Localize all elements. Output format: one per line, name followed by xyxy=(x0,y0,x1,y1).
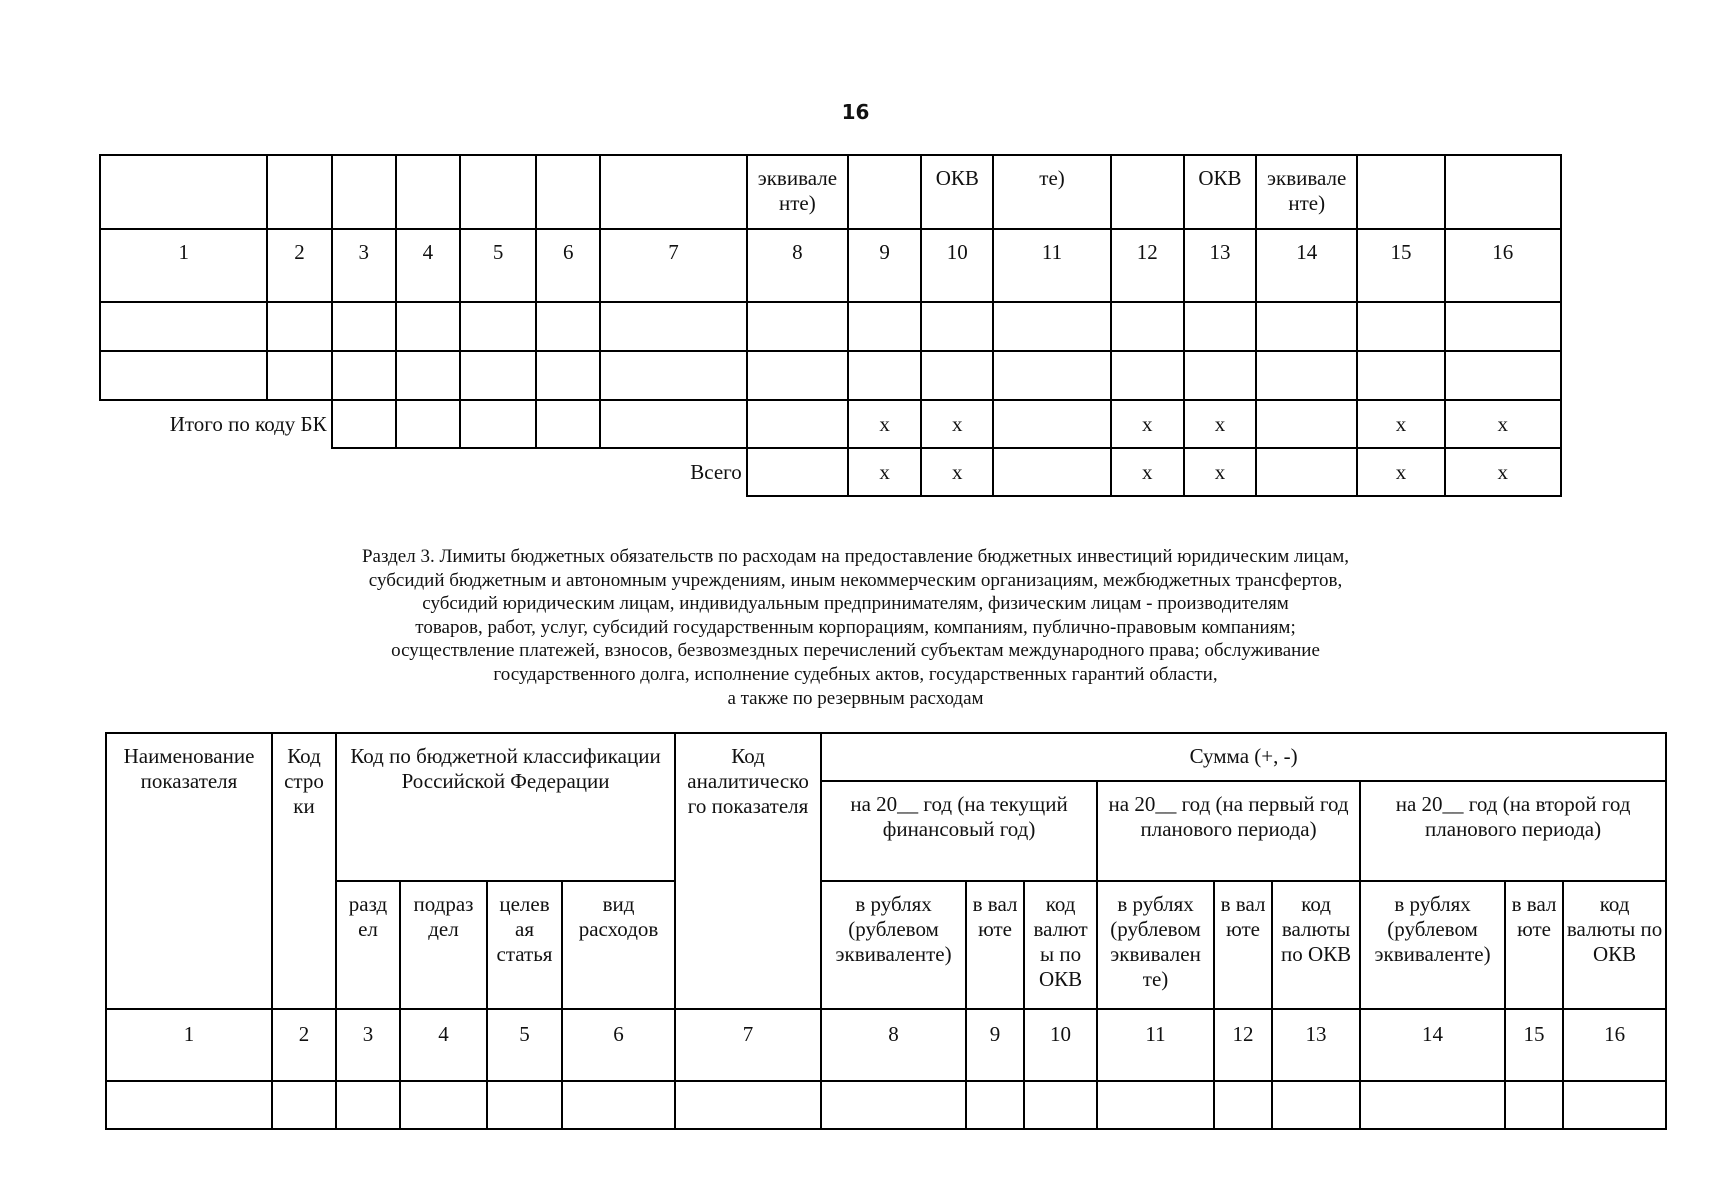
t1-col-num: 1 xyxy=(100,229,267,302)
vsego-label: Всего xyxy=(690,460,742,484)
itogo-cell xyxy=(332,400,396,448)
col-budget-class-header: Код по бюджетной классификации Российской Федерации xyxy=(336,733,675,881)
t1-h4 xyxy=(396,155,460,229)
sub-target-header: целев ая статья xyxy=(487,881,562,1009)
vsego-cell xyxy=(993,448,1110,496)
itogo-cell: x xyxy=(1111,400,1184,448)
vsego-cell xyxy=(747,448,848,496)
t1-h15 xyxy=(1357,155,1444,229)
t1-h1 xyxy=(100,155,267,229)
t2-col-num: 7 xyxy=(675,1009,821,1081)
itogo-cell xyxy=(600,400,746,448)
t1-col-num: 7 xyxy=(600,229,746,302)
t2-col-num: 15 xyxy=(1505,1009,1563,1081)
itogo-cell xyxy=(460,400,536,448)
heading-line: товаров, работ, услуг, субсидий государственным корпорациям, компаниям, публично-правовым компаниям; xyxy=(415,616,1296,638)
t1-col-num: 10 xyxy=(921,229,993,302)
t1-h3 xyxy=(332,155,396,229)
t1-col-num: 2 xyxy=(267,229,331,302)
page-number: 16 xyxy=(841,100,870,124)
cur-code-header: код валют ы по ОКВ xyxy=(1024,881,1097,1009)
t2-col-num: 5 xyxy=(487,1009,562,1081)
sub-vid-header: вид расходов xyxy=(562,881,675,1009)
t2-col-num: 12 xyxy=(1214,1009,1272,1081)
section3-table xyxy=(105,732,1667,1130)
t1-col-num: 8 xyxy=(747,229,848,302)
vsego-cell: x xyxy=(1357,448,1444,496)
t1-col-num: 12 xyxy=(1111,229,1184,302)
itogo-cell: x xyxy=(1357,400,1444,448)
t1-h6 xyxy=(536,155,600,229)
t2-col-num: 8 xyxy=(821,1009,966,1081)
col-analytic-header: Код аналитическо го показателя xyxy=(675,733,821,1009)
t1-h8: эквивале нте) xyxy=(747,155,848,229)
vsego-cell: x xyxy=(848,448,921,496)
t1-col-num: 11 xyxy=(993,229,1110,302)
second-val-header: в вал юте xyxy=(1505,881,1563,1009)
t1-itogo-row xyxy=(100,400,1561,448)
t1-h9 xyxy=(848,155,921,229)
second-rub-header: в рублях (рублевом эквиваленте) xyxy=(1360,881,1505,1009)
t1-header-row xyxy=(100,155,1561,229)
heading-line: субсидий бюджетным и автономным учреждениям, иным некоммерческим организациям, межбюджетных трансфертов, xyxy=(368,569,1343,591)
first-rub-header: в рублях (рублевом эквивален те) xyxy=(1097,881,1214,1009)
year-first-header: на 20__ год (на первый год планового периода) xyxy=(1097,781,1360,881)
col-sum-header: Сумма (+, -) xyxy=(821,733,1666,781)
t1-vsego-row xyxy=(100,448,1561,496)
t2-col-num: 13 xyxy=(1272,1009,1360,1081)
t2-col-num: 16 xyxy=(1563,1009,1666,1081)
heading-line: государственного долга, исполнение судебных актов, государственных гарантий области, xyxy=(493,663,1218,685)
t2-col-num: 6 xyxy=(562,1009,675,1081)
section3-heading xyxy=(0,545,1711,710)
itogo-label: Итого по коду БК xyxy=(169,412,327,436)
t2-col-num: 14 xyxy=(1360,1009,1505,1081)
sub-podrazdel-header: подраз дел xyxy=(400,881,487,1009)
itogo-cell: x xyxy=(1445,400,1561,448)
t2-col-num: 9 xyxy=(966,1009,1024,1081)
vsego-cell xyxy=(1256,448,1357,496)
itogo-cell: x xyxy=(921,400,993,448)
cur-rub-header: в рублях (рублевом эквиваленте) xyxy=(821,881,966,1009)
t2-col-num: 2 xyxy=(272,1009,336,1081)
t1-col-num: 6 xyxy=(536,229,600,302)
continuation-table xyxy=(99,154,1562,497)
t2-col-num: 4 xyxy=(400,1009,487,1081)
heading-line: субсидий юридическим лицам, индивидуальным предпринимателям, физическим лицам - производителям xyxy=(422,593,1289,615)
first-code-header: код валюты по ОКВ xyxy=(1272,881,1360,1009)
vsego-cell: x xyxy=(1111,448,1184,496)
t1-h14: эквивале нте) xyxy=(1256,155,1357,229)
t1-h10: ОКВ xyxy=(921,155,993,229)
itogo-cell xyxy=(536,400,600,448)
vsego-cell: x xyxy=(1184,448,1256,496)
t1-col-num: 13 xyxy=(1184,229,1256,302)
t1-col-num: 14 xyxy=(1256,229,1357,302)
t2-col-num: 1 xyxy=(106,1009,272,1081)
itogo-cell xyxy=(396,400,460,448)
t1-empty-row xyxy=(100,302,1561,351)
col-code-header: Код стро ки xyxy=(272,733,336,1009)
t1-h2 xyxy=(267,155,331,229)
t1-empty-row xyxy=(100,351,1561,400)
heading-line: Раздел 3. Лимиты бюджетных обязательств по расходам на предоставление бюджетных инвестиций юридическим лицам, xyxy=(361,546,1350,567)
t1-col-num: 15 xyxy=(1357,229,1444,302)
t1-h12 xyxy=(1111,155,1184,229)
itogo-cell xyxy=(747,400,848,448)
t2-col-num: 10 xyxy=(1024,1009,1097,1081)
sub-razdel-header: разд ел xyxy=(336,881,400,1009)
itogo-cell: x xyxy=(1184,400,1256,448)
itogo-cell: x xyxy=(848,400,921,448)
heading-line: осуществление платежей, взносов, безвозмездных перечислений субъектам международного права; обслуживание xyxy=(391,640,1320,662)
t1-numbers-row xyxy=(100,229,1561,302)
t1-h13: ОКВ xyxy=(1184,155,1256,229)
vsego-cell: x xyxy=(921,448,993,496)
t2-empty-row xyxy=(106,1081,1666,1129)
itogo-cell xyxy=(1256,400,1357,448)
t1-h11: те) xyxy=(993,155,1110,229)
t1-h7 xyxy=(600,155,746,229)
heading-line: а также по резервным расходам xyxy=(727,687,984,709)
first-val-header: в вал юте xyxy=(1214,881,1272,1009)
t2-numbers-row xyxy=(106,1009,1666,1081)
t1-col-num: 4 xyxy=(396,229,460,302)
year-current-header: на 20__ год (на текущий финансовый год) xyxy=(821,781,1097,881)
t2-col-num: 11 xyxy=(1097,1009,1214,1081)
t2-col-num: 3 xyxy=(336,1009,400,1081)
itogo-cell xyxy=(993,400,1110,448)
t1-h5 xyxy=(460,155,536,229)
vsego-cell: x xyxy=(1445,448,1561,496)
second-code-header: код валюты по ОКВ xyxy=(1563,881,1666,1009)
t1-col-num: 9 xyxy=(848,229,921,302)
col-name-header: Наименование показателя xyxy=(106,733,272,1009)
t1-col-num: 16 xyxy=(1445,229,1561,302)
year-second-header: на 20__ год (на второй год планового периода) xyxy=(1360,781,1666,881)
t1-col-num: 5 xyxy=(460,229,536,302)
t1-col-num: 3 xyxy=(332,229,396,302)
t1-h16 xyxy=(1445,155,1561,229)
cur-val-header: в вал юте xyxy=(966,881,1024,1009)
